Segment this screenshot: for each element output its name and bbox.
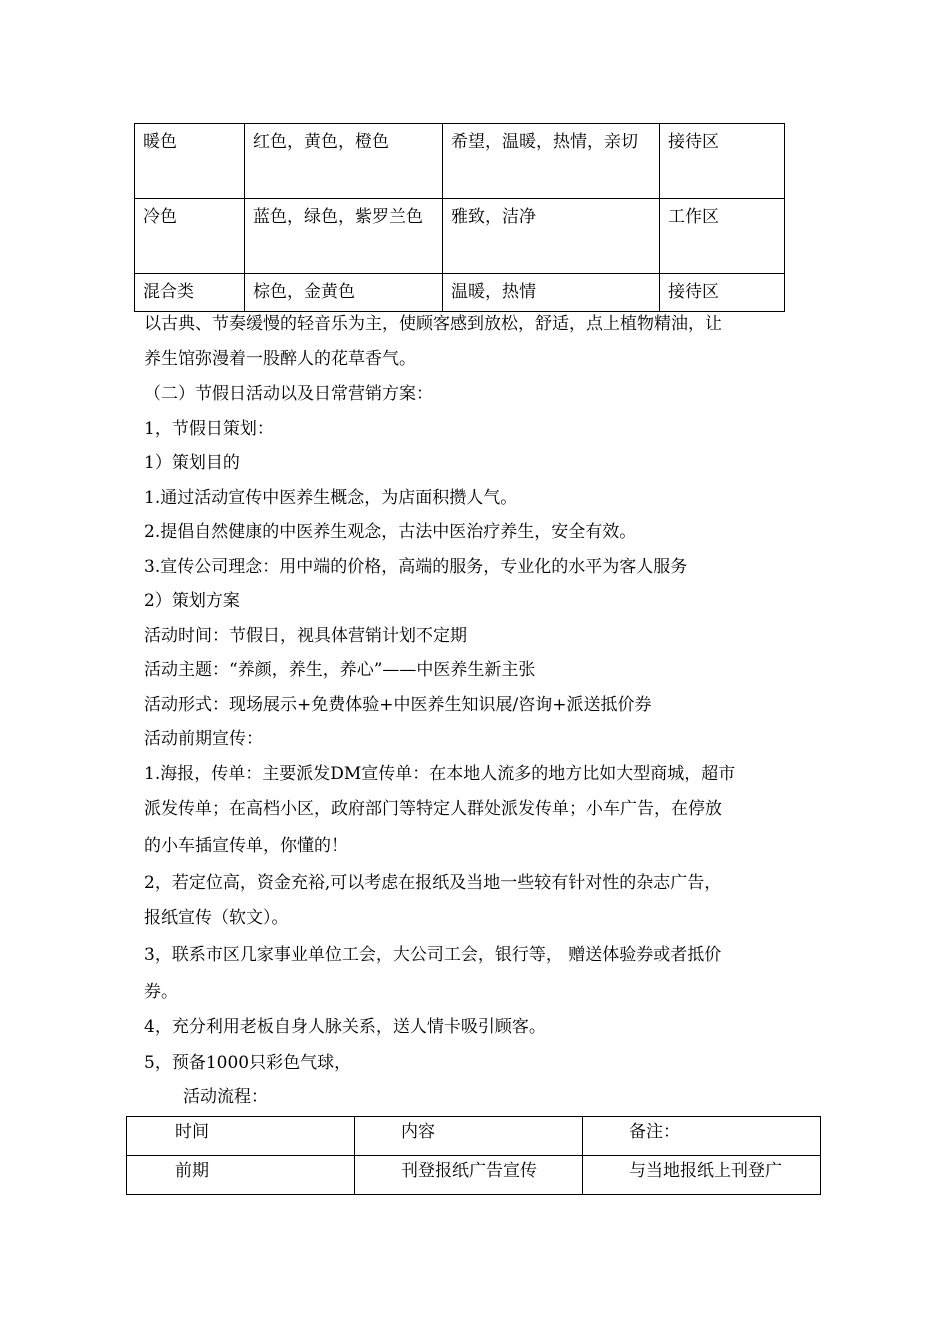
table-cell: 红色，黄色，橙色 <box>245 124 443 199</box>
table-cell: 与当地报纸上刊登广 <box>583 1156 821 1195</box>
paragraph-line: 2.提倡自然健康的中医养生观念，古法中医治疗养生，安全有效。 <box>144 522 637 542</box>
paragraph-line: 活动前期宣传： <box>144 729 263 749</box>
paragraph-line: 以古典、节奏缓慢的轻音乐为主，使顾客感到放松，舒适，点上植物精油，让 <box>144 314 722 334</box>
table-cell: 雅致，洁净 <box>443 199 660 274</box>
subheading: 1）策划目的 <box>144 453 240 473</box>
table-row <box>135 199 785 274</box>
table-cell: 蓝色，绿色，紫罗兰色 <box>245 199 443 274</box>
table-cell: 接待区 <box>660 274 785 312</box>
table-cell: 前期 <box>127 1156 355 1195</box>
table-cell: 冷色 <box>135 199 245 274</box>
paragraph-line: 活动形式：现场展示+免费体验+中医养生知识展/咨询+派送抵价券 <box>144 695 652 715</box>
paragraph-line: 5，预备1000只彩色气球， <box>144 1053 352 1073</box>
heading: 1，节假日策划： <box>144 419 274 439</box>
flow-title: 活动流程： <box>183 1087 268 1107</box>
paragraph-line: 养生馆弥漫着一股醉人的花草香气。 <box>144 349 416 369</box>
table-row <box>135 274 785 312</box>
paragraph-line: 1.通过活动宣传中医养生概念，为店面积攒人气。 <box>144 488 518 508</box>
paragraph-line: 报纸宣传（软文）。 <box>144 908 289 928</box>
table-header-row <box>127 1117 821 1156</box>
paragraph-line: 3.宣传公司理念：用中端的价格，高端的服务，专业化的水平为客人服务 <box>144 557 688 577</box>
paragraph-line: 派发传单；在高档小区，政府部门等特定人群处派发传单；小车广告，在停放 <box>144 799 722 819</box>
table-cell: 棕色，金黄色 <box>245 274 443 312</box>
paragraph-line: 的小车插宣传单，你懂的！ <box>144 836 348 856</box>
table-cell: 希望，温暖，热情，亲切 <box>443 124 660 199</box>
table-cell: 接待区 <box>660 124 785 199</box>
table-header-cell: 内容 <box>355 1117 583 1156</box>
paragraph-line: 2，若定位高，资金充裕,可以考虑在报纸及当地一些较有针对性的杂志广告， <box>144 873 722 893</box>
table-header-cell: 备注： <box>583 1117 821 1156</box>
table-cell: 温暖，热情 <box>443 274 660 312</box>
section-heading: （二）节假日活动以及日常营销方案： <box>144 384 433 404</box>
table-row <box>127 1156 821 1195</box>
paragraph-line: 3，联系市区几家事业单位工会，大公司工会，银行等， 赠送体验券或者抵价 <box>144 945 722 965</box>
table-cell: 工作区 <box>660 199 785 274</box>
paragraph-line: 4，充分利用老板自身人脉关系，送人情卡吸引顾客。 <box>144 1017 546 1037</box>
table-cell: 暖色 <box>135 124 245 199</box>
paragraph-line: 活动主题：“养颜，养生，养心”——中医养生新主张 <box>144 660 536 680</box>
table-header-cell: 时间 <box>127 1117 355 1156</box>
activity-flow-table <box>126 1116 821 1195</box>
color-scheme-table <box>134 123 785 312</box>
paragraph-line: 活动时间：节假日，视具体营销计划不定期 <box>144 626 467 646</box>
paragraph-line: 券。 <box>144 982 178 1002</box>
paragraph-line: 1.海报，传单：主要派发DM宣传单：在本地人流多的地方比如大型商城，超市 <box>144 764 736 784</box>
table-cell: 混合类 <box>135 274 245 312</box>
subheading: 2）策划方案 <box>144 591 240 611</box>
table-row <box>135 124 785 199</box>
table-cell: 刊登报纸广告宣传 <box>355 1156 583 1195</box>
